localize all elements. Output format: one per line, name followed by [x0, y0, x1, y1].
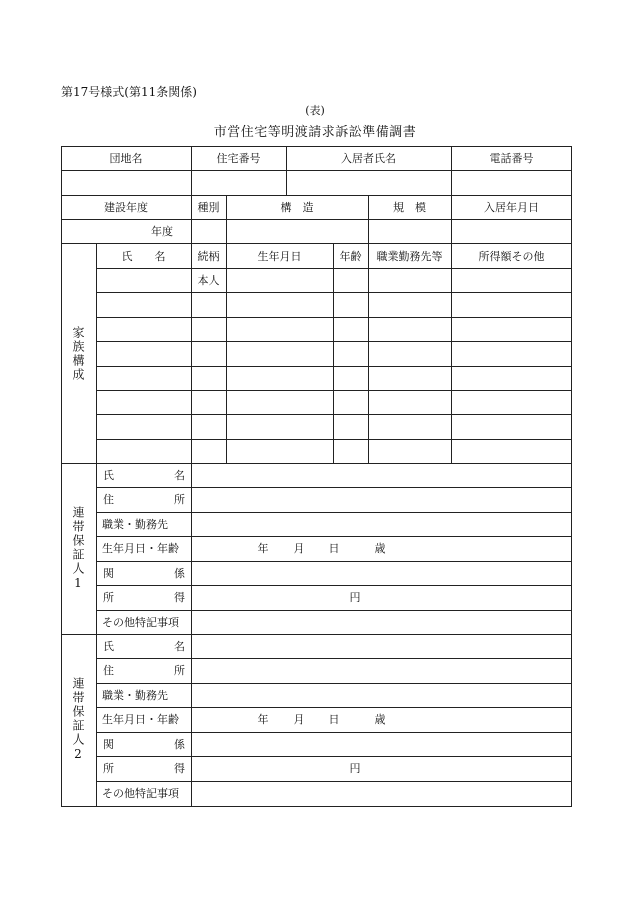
guarantor2-name-label: 氏 名 — [103, 639, 185, 653]
header-danchi-name: 団地名 — [109, 151, 143, 165]
guarantor2-birth-month-unit: 月 — [293, 713, 305, 726]
header-resident-name: 入居者氏名 — [341, 151, 396, 165]
family-section-label: 家族構成 — [71, 325, 85, 382]
family-header-name: 氏 名 — [121, 249, 166, 263]
guarantor1-name-label: 氏 名 — [103, 468, 185, 482]
form-number: 第17号様式(第11条関係) — [61, 85, 197, 99]
guarantor2-relation-label: 関 係 — [103, 737, 185, 751]
guarantor1-birth-year-unit: 年 — [257, 542, 269, 555]
guarantor2-birth-year-unit: 年 — [257, 713, 269, 726]
guarantor1-birth-day-unit: 日 — [328, 542, 340, 555]
header-build-year: 建設年度 — [104, 200, 148, 214]
guarantor1-age-unit: 歳 — [374, 542, 386, 555]
guarantor1-income-unit: 円 — [349, 591, 361, 604]
guarantor1-birth-month-unit: 月 — [293, 542, 305, 555]
guarantor1-birth-label: 生年月日・年齢 — [102, 542, 179, 555]
guarantor2-age-unit: 歳 — [374, 713, 386, 726]
guarantor2-income-label: 所 得 — [103, 762, 185, 775]
family-header-relation: 続柄 — [197, 249, 220, 263]
family-row1-relation: 本人 — [197, 273, 220, 287]
guarantor1-address-label: 住 所 — [103, 493, 185, 506]
guarantor2-other-label: その他特記事項 — [102, 787, 179, 800]
family-header-birthdate: 生年月日 — [257, 249, 302, 263]
family-header-age: 年齢 — [339, 249, 362, 263]
family-header-income: 所得額その他 — [478, 249, 545, 263]
header-type: 種別 — [197, 200, 220, 214]
header-structure: 構 造 — [280, 200, 314, 214]
guarantor1-other-label: その他特記事項 — [102, 615, 179, 629]
guarantor2-occupation-label: 職業・勤務先 — [102, 688, 168, 702]
document-title: 市営住宅等明渡請求訴訟準備調書 — [213, 125, 417, 140]
guarantor2-birth-label: 生年月日・年齢 — [102, 713, 179, 726]
family-header-occupation: 職業勤務先等 — [376, 249, 443, 263]
header-move-in-date: 入居年月日 — [484, 200, 539, 214]
guarantor2-label: 連帯保証人2 — [71, 677, 85, 763]
guarantor2-birth-day-unit: 日 — [328, 713, 340, 726]
header-phone: 電話番号 — [489, 151, 534, 165]
side-label: (表) — [305, 104, 325, 117]
guarantor1-occupation-label: 職業・勤務先 — [102, 517, 168, 531]
guarantor2-income-unit: 円 — [349, 762, 361, 775]
guarantor1-label: 連帯保証人1 — [71, 505, 85, 592]
header-scale: 規 模 — [393, 200, 426, 214]
guarantor1-relation-label: 関 係 — [103, 566, 185, 580]
guarantor1-income-label: 所 得 — [103, 591, 185, 604]
build-year-unit: 年度 — [151, 224, 173, 238]
header-house-number: 住宅番号 — [216, 151, 261, 165]
guarantor2-address-label: 住 所 — [103, 664, 185, 677]
